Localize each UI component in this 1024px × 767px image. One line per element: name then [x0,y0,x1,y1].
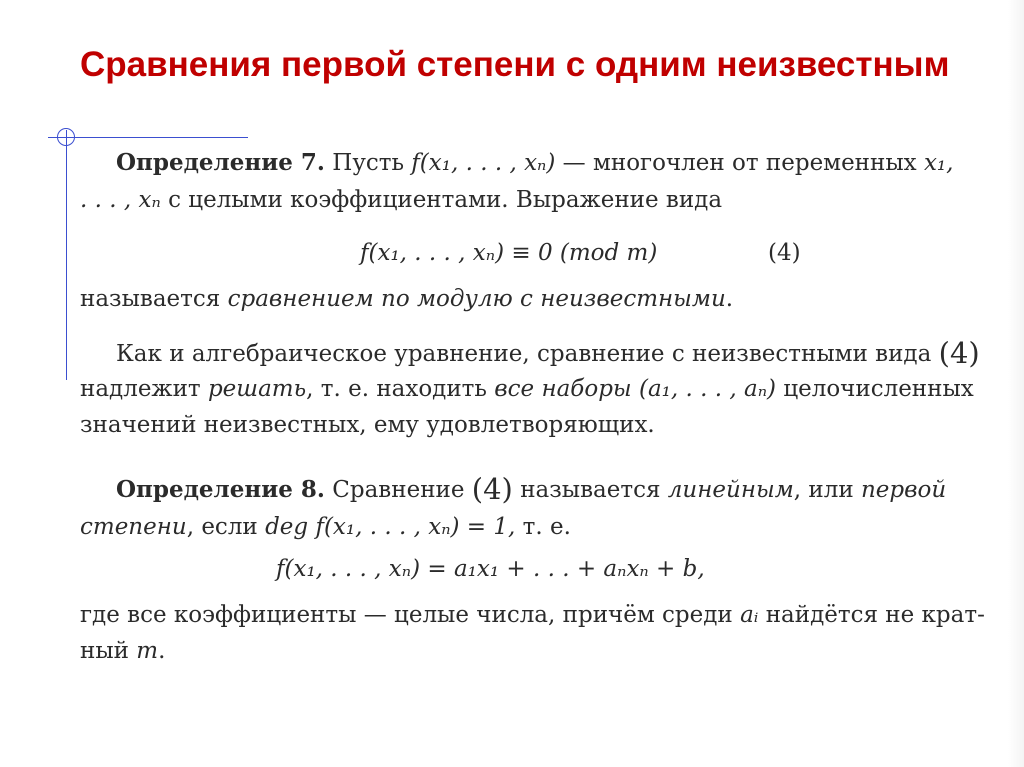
def7-line-1 [116,148,953,178]
def7-term: сравнением по модулю с неизвестными [227,286,726,312]
para-term: решать [207,376,307,402]
def7-text: — многочлен от переменных [562,150,917,176]
def8-line-1 [116,474,946,505]
def8-text: , если [186,514,258,540]
para-text: Как и алгебраическое уравнение, сравнение с неизвестными вида [116,341,932,367]
def8-term: первой [860,477,947,503]
def7-math: x₁, [923,150,954,176]
crosshair-circle-icon [57,128,75,146]
def7-formula [360,238,657,268]
def8-math: m [136,638,159,664]
def7-text: . [725,286,734,312]
def8-label: Определение 8. [116,476,325,503]
def8-text: Сравнение [332,477,465,503]
def8-math: deg f(x₁, . . . , xₙ) = 1, [265,514,516,540]
para-text: , т. е. находить [306,376,487,402]
def7-line-2 [80,185,722,215]
para-math: (a₁, . . . , aₙ) [638,376,776,402]
para-line-2 [80,374,974,404]
para-ref: (4) [938,336,980,370]
para-line-1 [116,338,980,369]
def8-text: называется [520,477,661,503]
def7-text: с целыми коэффициентами. Выражение вида [168,187,723,213]
def7-label: Определение 7. [116,149,325,176]
formula-linear: f(x₁, . . . , xₙ) = a₁x₁ + . . . + aₙxₙ + b, [276,556,705,582]
def8-line-2 [80,512,571,542]
def8-text: ный [80,638,129,664]
para-line-3 [80,410,655,440]
def8-text: где все коэффициенты — целые числа, причём среди [80,602,733,628]
para-text: значений неизвестных, ему удовлетворяющих. [80,412,655,438]
def7-line-4 [80,284,733,314]
def8-line-5 [80,636,165,666]
def7-math: f(x₁, . . . , xₙ) [411,150,556,176]
scan-edge [1008,0,1024,767]
para-term: все наборы [494,376,632,402]
page-title: Сравнения первой степени с одним неизвестным [80,45,950,84]
def8-math: aᵢ [740,602,759,628]
def7-text: называется [80,286,221,312]
def8-text: т. е. [522,514,571,540]
def8-line-4 [80,600,985,630]
para-text: надлежит [80,376,201,402]
def8-text: . [158,638,166,664]
def8-formula [276,554,705,584]
eqnum-4: (4) [768,240,801,266]
def8-term: линейным [667,477,794,503]
def8-term: степени [80,514,187,540]
formula-4: f(x₁, . . . , xₙ) ≡ 0 (mod m) [360,240,658,266]
def8-ref: (4) [471,472,513,506]
margin-line-vertical [66,130,67,380]
def8-text: , или [793,477,854,503]
para-text: целочисленных [783,376,974,402]
def7-text: Пусть [332,150,404,176]
margin-line-horizontal [48,137,248,138]
def7-math: . . . , xₙ [80,187,161,213]
equation-number [768,238,801,268]
def8-text: найдётся не крат- [765,602,985,628]
